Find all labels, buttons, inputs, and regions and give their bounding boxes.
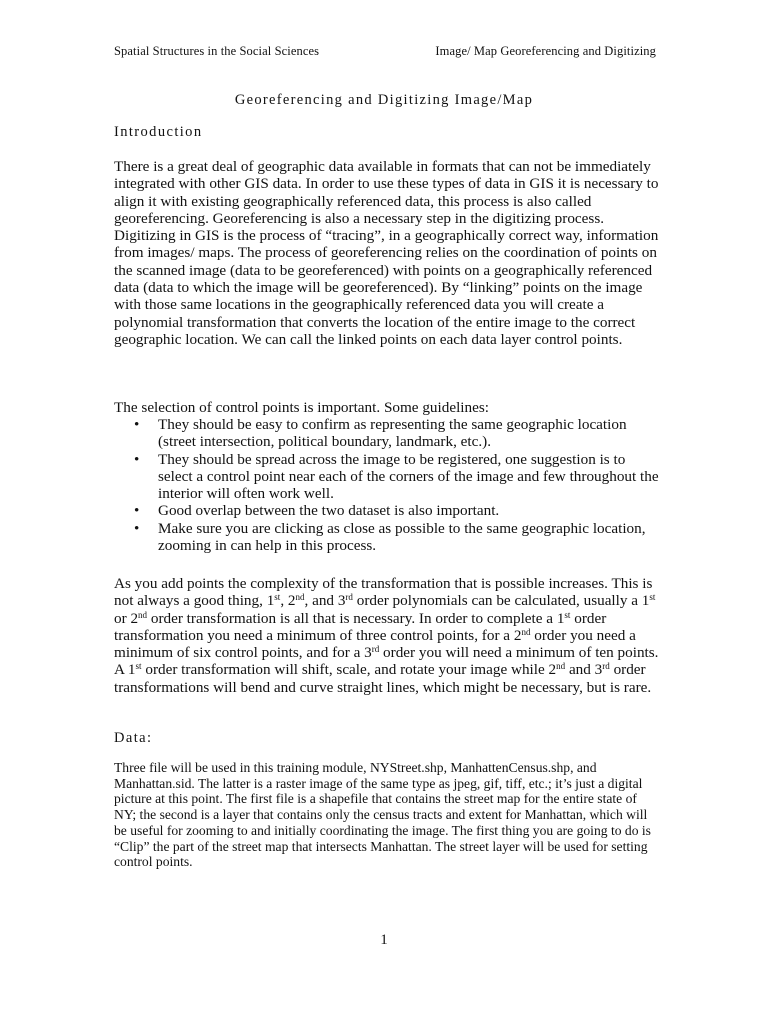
list-item-text: They should be easy to confirm as representing the same geographic location (street intersection, political boundary, landmark, etc.). xyxy=(158,416,627,451)
text-run: order transformation you need a minimum of three control points, for a 2 xyxy=(114,609,607,644)
ordinal-suffix: nd xyxy=(138,609,148,620)
data-heading: Data: xyxy=(114,730,153,746)
header-module-title: Image/ Map Georeferencing and Digitizing xyxy=(435,44,656,58)
page-number: 1 xyxy=(380,932,388,948)
list-item xyxy=(114,451,659,503)
data-paragraph: Three file will be used in this training module, NYStreet.shp, ManhattenCensus.shp, and Manhattan.sid. The latter is a raster image of the same type as jpeg, gif, tiff, etc.; it’s just a digital picture at this point. The first file is a shapefile that contains the street map for the entire state of NY; the second is a layer that contains only the census tracts and extent for Manhattan, which will be useful for zooming to and initially coordinating the image. The first thing you are going to do is “Clip” the part of the street map that intersects Manhattan. The street layer will be used for setting control points. xyxy=(114,760,651,870)
bullet-icon: • xyxy=(134,519,140,537)
running-header xyxy=(114,44,656,59)
text-run: order transformation will shift, scale, and rotate your image while 2 xyxy=(141,661,557,679)
text-run: and 3 xyxy=(565,661,603,679)
bullet-icon: • xyxy=(134,450,140,468)
list-item xyxy=(114,416,659,451)
ordinal-suffix: rd xyxy=(345,592,353,603)
text-run: order transformation is all that is necessary. In order to complete a 1 xyxy=(147,609,565,627)
text-run: As you add points the complexity of the transformation that is possible increases. This is not always a good thing, 1 xyxy=(114,575,653,610)
text-run: order you will need a minimum of ten points. A 1 xyxy=(114,644,659,679)
text-run: or 2 xyxy=(114,609,139,627)
text-run: , and 3 xyxy=(304,592,346,610)
text-run: order polynomials can be calculated, usually a 1 xyxy=(352,592,650,610)
ordinal-suffix: st xyxy=(135,661,142,672)
guidelines-list xyxy=(114,416,659,554)
list-item xyxy=(114,520,659,555)
ordinal-suffix: rd xyxy=(371,644,380,655)
document-title: Georeferencing and Digitizing Image/Map xyxy=(234,92,534,108)
ordinal-suffix: st xyxy=(649,592,656,603)
bullet-icon: • xyxy=(134,416,140,433)
text-run: , 2 xyxy=(280,592,296,610)
introduction-heading: Introduction xyxy=(114,124,203,140)
ordinal-suffix: nd xyxy=(556,661,566,672)
text-run: order transformations will bend and curve straight lines, which might be necessary, but is rare. xyxy=(114,661,652,696)
list-item-text: They should be spread across the image to be registered, one suggestion is to select a control point near each of the corners of the image and few throughout the interior will often work well. xyxy=(158,450,659,503)
list-item xyxy=(114,502,659,519)
list-item-text: Good overlap between the two dataset is also important. xyxy=(158,502,500,520)
ordinal-suffix: nd xyxy=(521,626,531,637)
text-run: order you need a minimum of six control points, and for a 3 xyxy=(114,626,636,662)
ordinal-suffix: st xyxy=(564,609,571,620)
complexity-paragraph xyxy=(114,575,659,696)
header-course-title: Spatial Structures in the Social Sciences xyxy=(114,44,320,58)
introduction-paragraph: There is a great deal of geographic data available in formats that can not be immediately integrated with other GIS data. In order to use these types of data in GIS it is necessary to align it with existing geographically referenced data, this process is also called georeferencing. Georeferencing is also a necessary step in the digitizing process. Digitizing in GIS is the process of “tracing”, in a geographically correct way, information from images/ maps. The process of georeferencing relies on the coordination of points on the scanned image (data to be georeferenced) with points on a geographically referenced data (data to which the image will be georeferenced). By “linking” points on the image with those same locations in the geographically referenced data you will create a polynomial transformation that converts the location of the entire image to the correct geographic location. We can call the linked points on each data layer control points. xyxy=(114,158,659,348)
ordinal-suffix: nd xyxy=(295,592,305,603)
list-item-text: Make sure you are clicking as close as possible to the same geographic location, zooming in can help in this process. xyxy=(158,519,646,555)
ordinal-suffix: st xyxy=(274,592,281,603)
ordinal-suffix: rd xyxy=(602,661,610,672)
bullet-icon: • xyxy=(134,502,140,520)
guidelines-intro: The selection of control points is important. Some guidelines: xyxy=(114,399,489,416)
